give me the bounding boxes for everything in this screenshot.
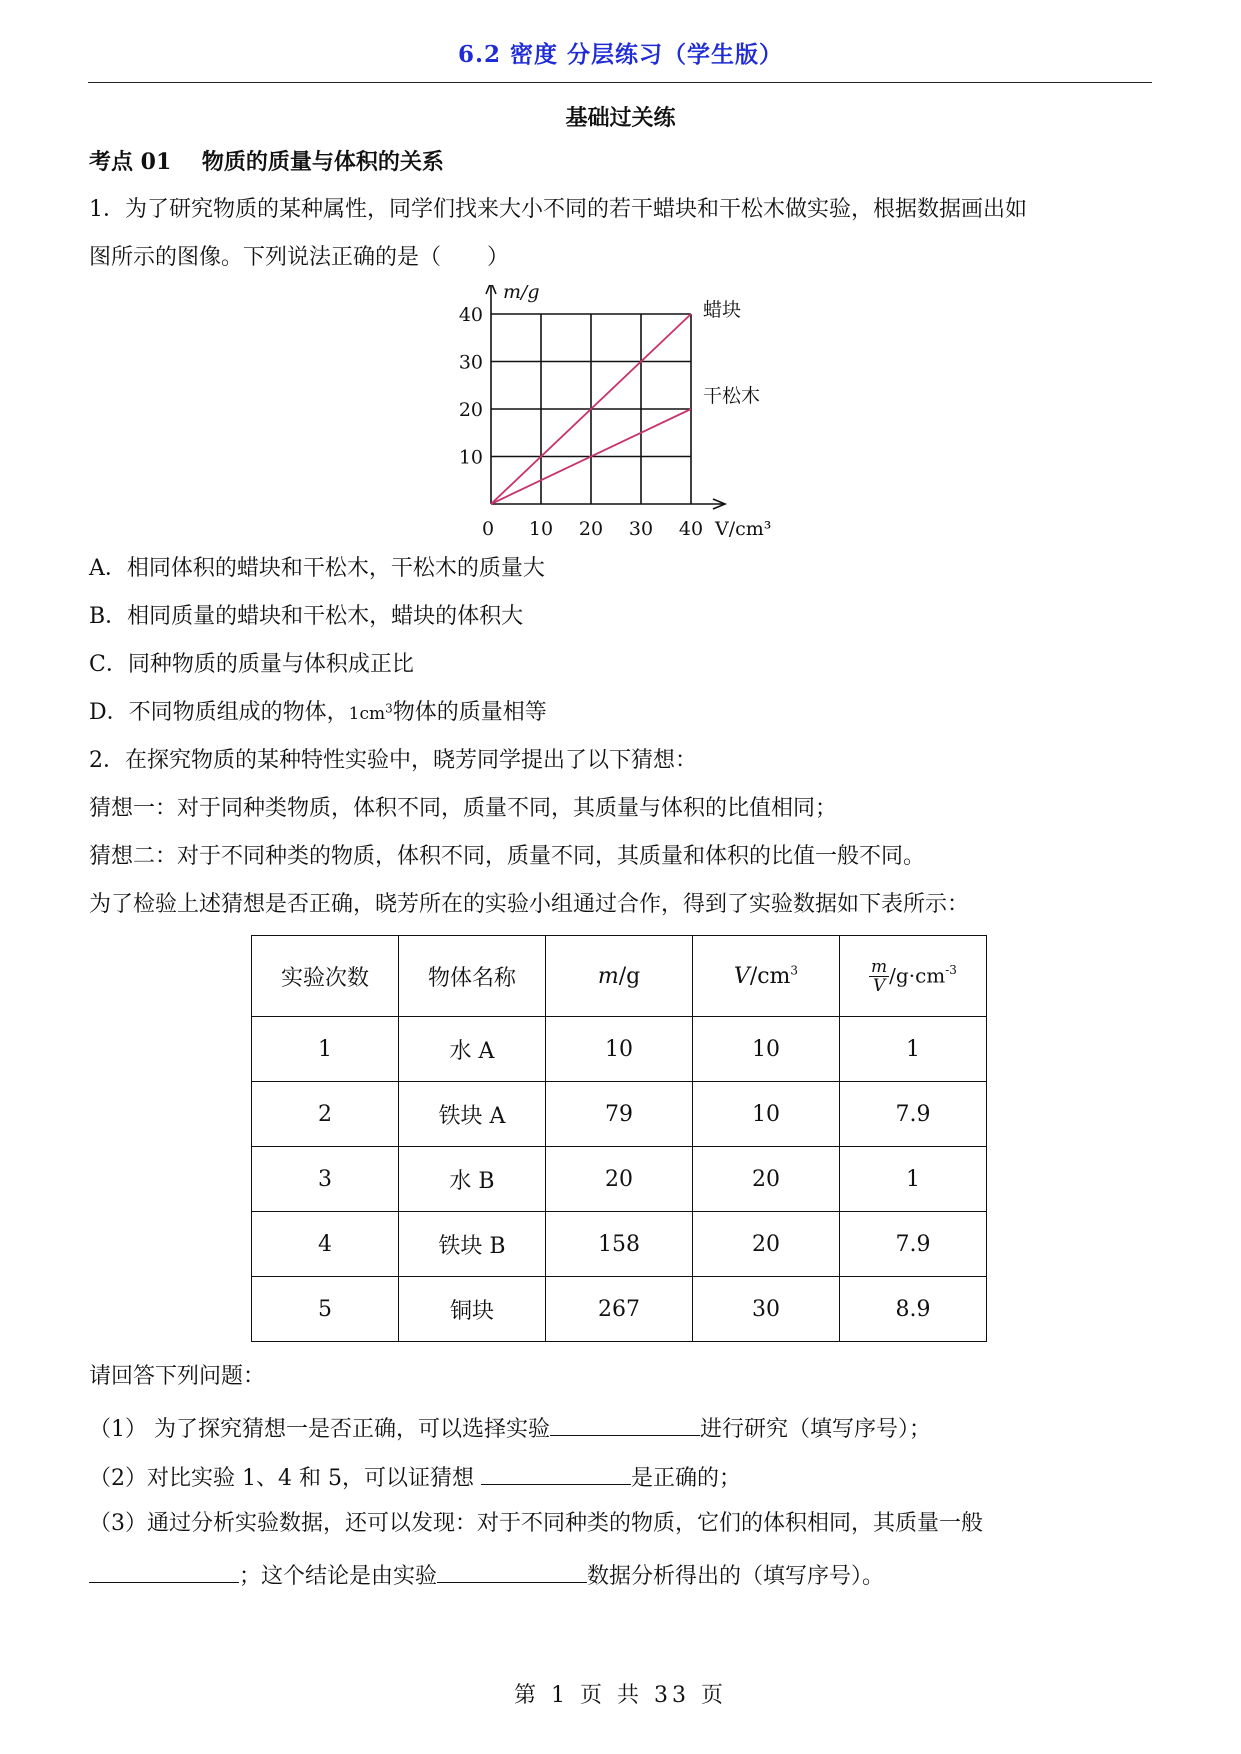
table-cell: 158: [546, 1212, 693, 1277]
option-b[interactable]: B．相同质量的蜡块和干松木，蜡块的体积大: [89, 604, 524, 629]
y-tick-label: 10: [458, 446, 483, 469]
y-tick-label: 40: [458, 304, 483, 326]
topic-title: 物质的质量与体积的关系: [201, 149, 444, 175]
y-axis-label: m/g: [503, 285, 540, 303]
table-cell: 79: [546, 1082, 693, 1147]
density-fraction: $\frac{m}{V}$: [871, 956, 888, 996]
table-cell: 4: [252, 1212, 399, 1277]
answer-blank-3[interactable]: [89, 1558, 239, 1583]
table-cell: 铁块 A: [399, 1082, 546, 1147]
table-cell: 20: [546, 1147, 693, 1212]
table-cell: 1: [840, 1147, 987, 1212]
x-tick-label: 20: [578, 518, 604, 540]
header-cell: $\frac{m}{V}$ $/g\cdot cm^{-3}$: [840, 936, 987, 1017]
option-c[interactable]: C．同种物质的质量与体积成正比: [89, 652, 414, 677]
table-cell: 8.9: [840, 1277, 987, 1342]
section-title: 基础过关练: [565, 105, 676, 131]
table-cell: 7.9: [840, 1212, 987, 1277]
topic-heading: [89, 147, 444, 177]
header-cell: $V/cm^3$: [693, 936, 840, 1017]
q2-guess2: 猜想二：对于不同种类的物质，体积不同，质量不同，其质量和体积的比值一般不同。: [89, 844, 926, 869]
answer-blank-2[interactable]: [481, 1460, 631, 1485]
chart-labels: [459, 285, 772, 540]
q2-sub1: （1） 为了探究猜想一是否正确，可以选择实验 进行研究（填写序号）；: [89, 1411, 931, 1445]
table-cell: 铁块 B: [399, 1212, 546, 1277]
table-cell: 5: [252, 1277, 399, 1342]
q2-guess1: 猜想一：对于同种类物质，体积不同，质量不同，其质量与体积的比值相同；: [89, 796, 838, 821]
table-cell: 1: [252, 1017, 399, 1082]
header-cell: 实验次数: [252, 936, 399, 1017]
x-axis-label: V/cm³: [715, 518, 772, 540]
table-cell: 7.9: [840, 1082, 987, 1147]
y-tick-label: 30: [458, 351, 483, 374]
option-d-unit: $1cm^3$: [348, 701, 393, 724]
table-row: [252, 1017, 987, 1082]
q2-intro: 2．在探究物质的某种特性实验中，晓芳同学提出了以下猜想：: [89, 748, 697, 773]
table-cell: 10: [546, 1017, 693, 1082]
q2-sub3-line2: ；这个结论是由实验 数据分析得出的（填写序号）。: [89, 1558, 884, 1592]
table-cell: 1: [840, 1017, 987, 1082]
experiment-table: [251, 935, 987, 1342]
header-divider: [88, 82, 1152, 83]
table-cell: 水 B: [399, 1147, 546, 1212]
table-cell: 20: [693, 1212, 840, 1277]
q1-stem-line2: [89, 243, 509, 273]
table-row: [252, 1212, 987, 1277]
table-cell: 10: [693, 1082, 840, 1147]
table-row: [252, 1147, 987, 1212]
x-tick-label: 30: [628, 518, 654, 540]
q2-sub2: （2）对比实验 1、4 和 5，可以证猜想 是正确的；: [89, 1460, 741, 1494]
table-cell: 267: [546, 1277, 693, 1342]
origin-label: 0: [481, 518, 495, 540]
table-header-row: [252, 936, 987, 1017]
option-d[interactable]: [89, 698, 547, 729]
table-row: [252, 1277, 987, 1342]
mass-volume-chart: [440, 285, 800, 540]
series-label: 干松木: [703, 385, 761, 407]
y-tick-label: 20: [458, 399, 483, 421]
header-cell: 物体名称: [399, 936, 546, 1017]
document-title: 6.2 密度 分层练习（学生版）: [457, 41, 784, 68]
q1-stem-text: 图所示的图像。下列说法正确的是（: [89, 245, 442, 270]
table-cell: 30: [693, 1277, 840, 1342]
table-cell: 2: [252, 1082, 399, 1147]
x-tick-label: 40: [678, 518, 704, 540]
option-d-tail: 物体的质量相等: [392, 700, 547, 725]
table-cell: 20: [693, 1147, 840, 1212]
table-cell: 10: [693, 1017, 840, 1082]
q2-sub3-line1: （3）通过分析实验数据，还可以发现：对于不同种类的物质，它们的体积相同，其质量一般: [89, 1511, 984, 1536]
q2-verify: 为了检验上述猜想是否正确，晓芳所在的实验小组通过合作，得到了实验数据如下表所示：: [89, 892, 970, 917]
q1-stem-line1: 1．为了研究物质的某种属性，同学们找来大小不同的若干蜡块和干松木做实验，根据数据画出如: [89, 197, 1028, 222]
table-row: [252, 1082, 987, 1147]
table-cell: 水 A: [399, 1017, 546, 1082]
q2-prompt: 请回答下列问题：: [89, 1364, 266, 1389]
x-tick-label: 10: [528, 518, 554, 540]
table-cell: 铜块: [399, 1277, 546, 1342]
option-a[interactable]: A．相同体积的蜡块和干松木，干松木的质量大: [89, 556, 545, 581]
answer-blank-1[interactable]: [550, 1411, 700, 1436]
answer-blank-4[interactable]: [437, 1558, 587, 1583]
page-footer: 第 1 页 共 33 页: [514, 1683, 727, 1708]
option-d-text: D．不同物质组成的物体，: [89, 700, 349, 725]
table-cell: 3: [252, 1147, 399, 1212]
topic-label: 考点 01: [89, 149, 172, 175]
header-cell: m/g: [546, 936, 693, 1017]
q1-stem-close: ）: [487, 245, 510, 270]
series-label: 蜡块: [703, 299, 742, 321]
